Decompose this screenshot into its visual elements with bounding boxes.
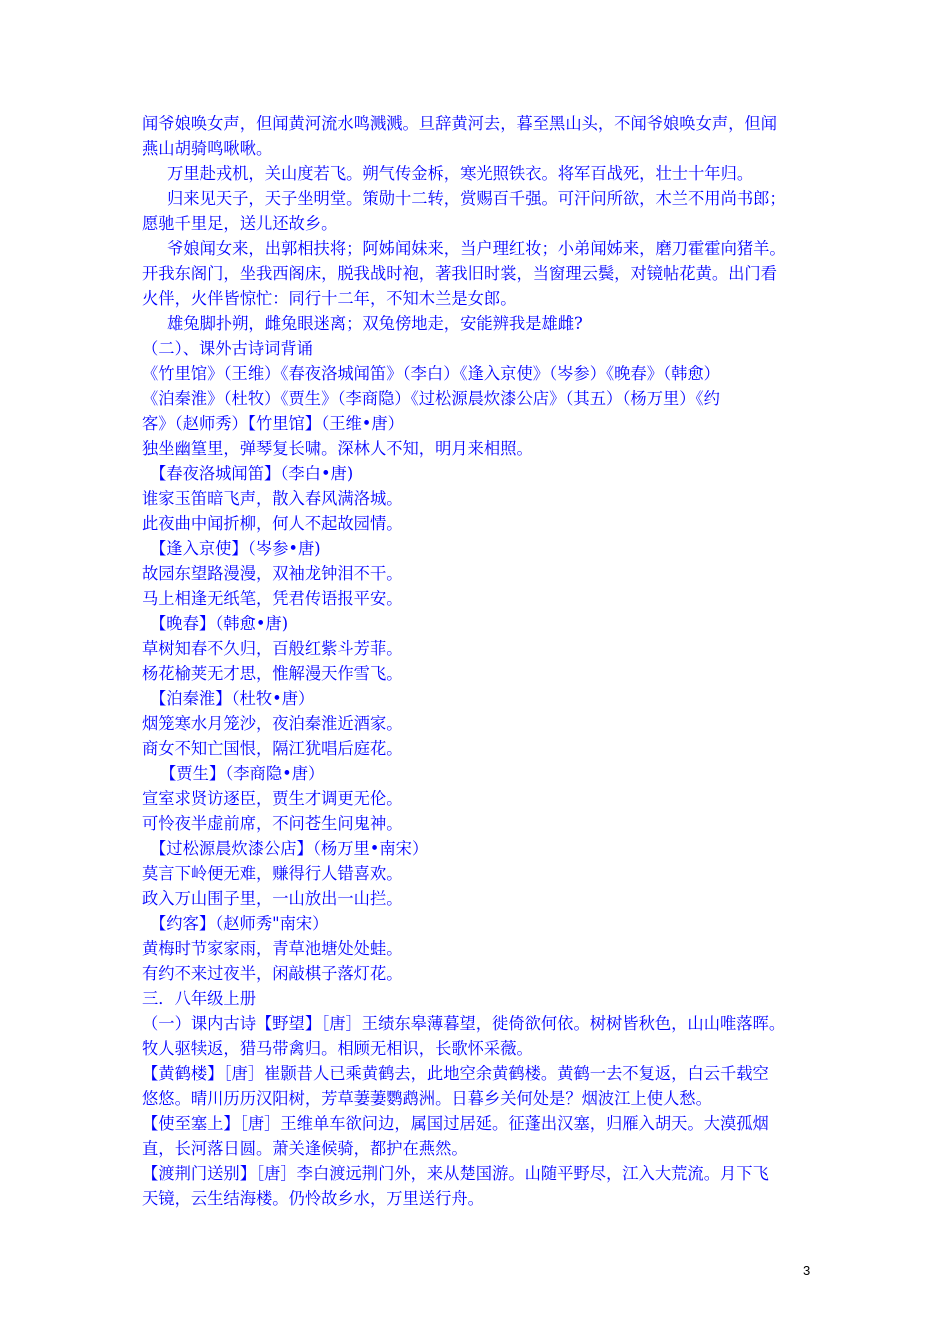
poem-line: 草树知春不久归，百般红紫斗芳菲。 <box>142 639 403 658</box>
poem-line: 宣室求贤访逐臣，贾生才调更无伦。 <box>142 789 403 808</box>
poem-line: 悠悠。晴川历历汉阳树，芳草萋萋鹦鹉洲。日暮乡关何处是？烟波江上使人愁。 <box>142 1089 712 1108</box>
poem-line: （一）课内古诗【野望】［唐］王绩东皋薄暮望，徙倚欲何依。树树皆秋色，山山唯落晖。 <box>142 1014 786 1033</box>
poem-line: 马上相逢无纸笔，凭君传语报平安。 <box>142 589 403 608</box>
poem-line: 烟笼寒水月笼沙，夜泊秦淮近酒家。 <box>142 714 403 733</box>
poem-line: 故园东望路漫漫，双袖龙钟泪不干。 <box>142 564 403 583</box>
poem-title: 【过松源晨炊漆公店】（杨万里•南宋） <box>150 839 429 858</box>
text-line: 闻爷娘唤女声，但闻黄河流水鸣溅溅。旦辞黄河去，暮至黑山头，不闻爷娘唤女声，但闻 <box>142 114 777 133</box>
page-number: 3 <box>803 1263 811 1278</box>
poem-line: 【渡荆门送别】［唐］李白渡远荆门外，来从楚国游。山随平野尽，江入大荒流。月下飞 <box>142 1164 769 1183</box>
poem-line: 商女不知亡国恨，隔江犹唱后庭花。 <box>142 739 403 758</box>
poem-line: 【黄鹤楼】［唐］崔颢昔人已乘黄鹤去，此地空余黄鹤楼。黄鹤一去不复返，白云千载空 <box>142 1064 769 1083</box>
poem-list-line: 客》（赵师秀）【竹里馆】（王维•唐） <box>142 414 404 433</box>
poem-line: 直，长河落日圆。萧关逢候骑，都护在燕然。 <box>142 1139 468 1158</box>
poem-line: 天镜，云生结海楼。仍怜故乡水，万里送行舟。 <box>142 1189 484 1208</box>
section-heading: 三．八年级上册 <box>142 989 256 1008</box>
poem-line: 有约不来过夜半，闲敲棋子落灯花。 <box>142 964 403 983</box>
poem-title: 【晚春】（韩愈•唐) <box>150 614 289 633</box>
poem-title: 【春夜洛城闻笛】（李白•唐) <box>150 464 354 483</box>
poem-line: 莫言下岭便无难，赚得行人错喜欢。 <box>142 864 403 883</box>
poem-list-line: 《竹里馆》（王维）《春夜洛城闻笛》（李白）《逢入京使》（岑参）《晚春》（韩愈） <box>142 364 720 383</box>
poem-line: 杨花榆荚无才思，惟解漫天作雪飞。 <box>142 664 403 683</box>
poem-line: 政入万山围子里，一山放出一山拦。 <box>142 889 403 908</box>
poem-line: 牧人驱犊返，猎马带禽归。相顾无相识，长歌怀采薇。 <box>142 1039 533 1058</box>
text-line: 万里赴戎机，关山度若飞。朔气传金柝，寒光照铁衣。将军百战死，壮士十年归。 <box>167 164 754 183</box>
poem-title: 【约客】（赵师秀"南宋） <box>150 914 329 933</box>
poem-title: 【贾生】（李商隐•唐） <box>160 764 325 783</box>
text-line: 愿驰千里足，送儿还故乡。 <box>142 214 338 233</box>
poem-line: 黄梅时节家家雨，青草池塘处处蛙。 <box>142 939 403 958</box>
text-line: 火伴，火伴皆惊忙：同行十二年，不知木兰是女郎。 <box>142 289 517 308</box>
page-body <box>142 111 822 1211</box>
poem-line: 谁家玉笛暗飞声，散入春风满洛城。 <box>142 489 403 508</box>
poem-title: 【泊秦淮】（杜牧•唐） <box>150 689 315 708</box>
text-line: 爷娘闻女来，出郭相扶将；阿姊闻妹来，当户理红妆；小弟闻姊来，磨刀霍霍向猪羊。 <box>167 239 786 258</box>
poem-list-line: 《泊秦淮》（杜牧）《贾生》（李商隐）《过松源晨炊漆公店》（其五）（杨万里）《约 <box>142 389 720 408</box>
poem-line: 此夜曲中闻折柳，何人不起故园情。 <box>142 514 403 533</box>
text-line: 雄兔脚扑朔，雌兔眼迷离；双兔傍地走，安能辨我是雄雌? <box>167 314 583 333</box>
poem-line: 独坐幽篁里，弹琴复长啸。深林人不知，明月来相照。 <box>142 439 533 458</box>
section-heading: （二）、课外古诗词背诵 <box>142 339 313 358</box>
poem-title: 【逢入京使】（岑参•唐) <box>150 539 321 558</box>
text-line: 归来见天子，天子坐明堂。策勋十二转，赏赐百千强。可汗问所欲，木兰不用尚书郎； <box>167 189 786 208</box>
poem-line: 可怜夜半虚前席，不问苍生问鬼神。 <box>142 814 403 833</box>
text-line: 开我东阁门，坐我西阁床，脱我战时袍，著我旧时裳，当窗理云鬓，对镜帖花黄。出门看 <box>142 264 777 283</box>
text-line: 燕山胡骑鸣啾啾。 <box>142 139 273 158</box>
poem-line: 【使至塞上】［唐］王维单车欲问边，属国过居延。征蓬出汉塞，归雁入胡天。大漠孤烟 <box>142 1114 769 1133</box>
